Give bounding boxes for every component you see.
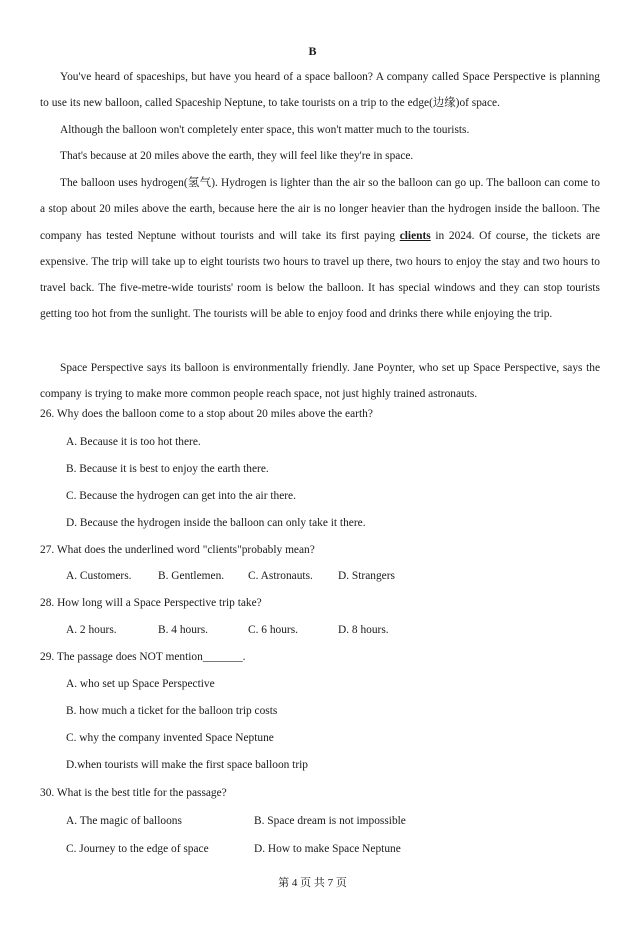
question-27-stem: 27. What does the underlined word "clients"probably mean? [40, 544, 315, 556]
question-29-option-a[interactable]: A. who set up Space Perspective [66, 678, 215, 690]
passage-paragraph-4-before: The balloon uses hydrogen(氢气). Hydrogen is lighter than the air so the balloon can go up. The balloon can come to a stop about 20 miles above the earth, because here the air is no longer heavier than the hydrogen inside the balloon. The company has tested Neptune without tourists and will take its first paying [40, 177, 600, 242]
question-29-option-b[interactable]: B. how much a ticket for the balloon trip costs [66, 705, 278, 717]
passage-paragraph-4 [40, 170, 600, 328]
question-27-option-a[interactable]: A. Customers. [66, 570, 132, 582]
section-heading: B [308, 44, 317, 58]
question-30-stem: 30. What is the best title for the passage? [40, 787, 227, 799]
question-26-option-d[interactable]: D. Because the hydrogen inside the balloon can only take it there. [66, 517, 366, 529]
question-28-stem: 28. How long will a Space Perspective trip take? [40, 597, 262, 609]
passage-paragraph-2: Although the balloon won't completely enter space, this won't matter much to the tourists. [60, 124, 470, 136]
question-30-option-c[interactable]: C. Journey to the edge of space [66, 843, 209, 855]
question-30-option-d[interactable]: D. How to make Space Neptune [254, 843, 401, 855]
question-29-stem: 29. The passage does NOT mention_______. [40, 651, 246, 663]
question-26-stem: 26. Why does the balloon come to a stop about 20 miles above the earth? [40, 408, 373, 420]
passage-paragraph-1: You've heard of spaceships, but have you heard of a space balloon? A company called Space Perspective is planning to use its new balloon, called Spaceship Neptune, to take tourists on a trip to the edge(边缘)of space. [40, 71, 600, 110]
question-28-option-d[interactable]: D. 8 hours. [338, 624, 389, 636]
question-28-option-a[interactable]: A. 2 hours. [66, 624, 117, 636]
question-26-option-a[interactable]: A. Because it is too hot there. [66, 436, 201, 448]
question-30-option-a[interactable]: A. The magic of balloons [66, 815, 182, 827]
question-28-option-c[interactable]: C. 6 hours. [248, 624, 298, 636]
question-26-option-b[interactable]: B. Because it is best to enjoy the earth there. [66, 463, 269, 475]
question-29-option-c[interactable]: C. why the company invented Space Neptune [66, 732, 274, 744]
page-number-indicator: 第 4 页 共 7 页 [278, 877, 347, 889]
passage-paragraph-5: Space Perspective says its balloon is environmentally friendly. Jane Poynter, who set up Space Perspective, says the company is trying to make more common people reach space, not just highly trained astronauts. [40, 362, 600, 401]
question-30-option-b[interactable]: B. Space dream is not impossible [254, 815, 406, 827]
question-26-option-c[interactable]: C. Because the hydrogen can get into the air there. [66, 490, 296, 502]
question-29-option-d[interactable]: D.when tourists will make the first space balloon trip [66, 759, 309, 771]
underlined-word-clients: clients [399, 229, 431, 242]
question-28-option-b[interactable]: B. 4 hours. [158, 624, 208, 636]
passage-paragraph-3: That's because at 20 miles above the earth, they will feel like they're in space. [60, 150, 414, 162]
question-27-option-c[interactable]: C. Astronauts. [248, 570, 313, 582]
passage-paragraph-4-after: in 2024. Of course, the tickets are expensive. The trip will take up to eight tourists two hours to travel up there, two hours to enjoy the stay and two hours to travel back. The five-metre-wide tourists' room is below the balloon. It has special windows and they can stop tourists getting too hot from the sunlight. The tourists will be able to enjoy food and drinks there while enjoying the trip. [40, 229, 600, 321]
question-27-option-d[interactable]: D. Strangers [338, 570, 395, 582]
question-27-option-b[interactable]: B. Gentlemen. [158, 570, 225, 582]
